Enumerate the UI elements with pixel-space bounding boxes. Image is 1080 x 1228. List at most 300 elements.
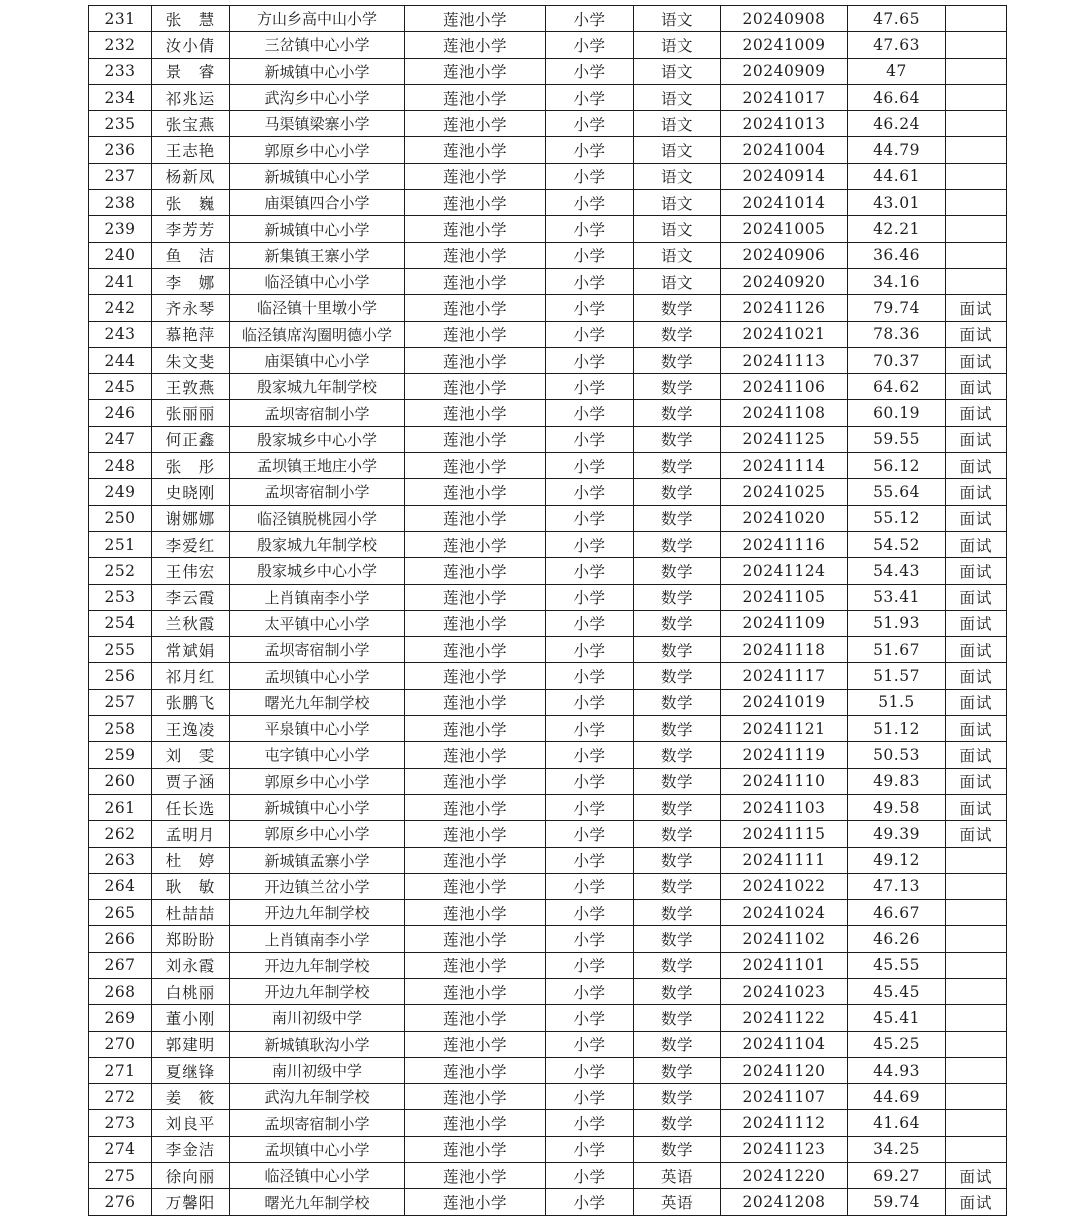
seq-cell: 276: [89, 1189, 152, 1215]
note-cell: 面试: [946, 742, 1007, 768]
level-cell: 小学: [546, 531, 634, 557]
score-cell: 49.12: [848, 847, 946, 873]
score-cell: 47.63: [848, 32, 946, 58]
note-cell: 面试: [946, 1163, 1007, 1189]
seq-cell: 257: [89, 689, 152, 715]
origin-school-cell: 马渠镇梁寨小学: [230, 111, 405, 137]
level-cell: 小学: [546, 1031, 634, 1057]
score-cell: 44.79: [848, 137, 946, 163]
origin-school-cell: 庙渠镇四合小学: [230, 190, 405, 216]
note-cell: 面试: [946, 663, 1007, 689]
origin-school-cell: 上肖镇南李小学: [230, 584, 405, 610]
target-school-cell: 莲池小学: [405, 242, 546, 268]
ticket-cell: 20240909: [721, 58, 848, 84]
score-cell: 50.53: [848, 742, 946, 768]
name-cell: 李爱红: [152, 531, 230, 557]
ticket-cell: 20241009: [721, 32, 848, 58]
name-cell: 齐永琴: [152, 295, 230, 321]
name-cell: 景 睿: [152, 58, 230, 84]
seq-cell: 269: [89, 1005, 152, 1031]
name-cell: 刘 雯: [152, 742, 230, 768]
note-cell: 面试: [946, 584, 1007, 610]
target-school-cell: 莲池小学: [405, 873, 546, 899]
origin-school-cell: 上肖镇南李小学: [230, 926, 405, 952]
name-cell: 张鹏飞: [152, 689, 230, 715]
subject-cell: 数学: [634, 794, 721, 820]
level-cell: 小学: [546, 295, 634, 321]
subject-cell: 数学: [634, 400, 721, 426]
score-cell: 46.67: [848, 900, 946, 926]
seq-cell: 271: [89, 1057, 152, 1083]
ticket-cell: 20241124: [721, 558, 848, 584]
target-school-cell: 莲池小学: [405, 453, 546, 479]
score-cell: 54.52: [848, 531, 946, 557]
note-cell: 面试: [946, 689, 1007, 715]
target-school-cell: 莲池小学: [405, 505, 546, 531]
note-cell: [946, 847, 1007, 873]
name-cell: 夏继锋: [152, 1057, 230, 1083]
origin-school-cell: 曙光九年制学校: [230, 1189, 405, 1215]
subject-cell: 数学: [634, 716, 721, 742]
seq-cell: 251: [89, 531, 152, 557]
subject-cell: 数学: [634, 584, 721, 610]
name-cell: 孟明月: [152, 821, 230, 847]
origin-school-cell: 太平镇中心小学: [230, 610, 405, 636]
table-row: [89, 1084, 1007, 1110]
seq-cell: 267: [89, 952, 152, 978]
table-row: [89, 137, 1007, 163]
target-school-cell: 莲池小学: [405, 742, 546, 768]
score-cell: 55.64: [848, 479, 946, 505]
subject-cell: 数学: [634, 531, 721, 557]
score-cell: 51.57: [848, 663, 946, 689]
note-cell: [946, 242, 1007, 268]
note-cell: 面试: [946, 768, 1007, 794]
level-cell: 小学: [546, 558, 634, 584]
seq-cell: 249: [89, 479, 152, 505]
level-cell: 小学: [546, 32, 634, 58]
subject-cell: 数学: [634, 663, 721, 689]
level-cell: 小学: [546, 163, 634, 189]
target-school-cell: 莲池小学: [405, 321, 546, 347]
score-cell: 59.55: [848, 426, 946, 452]
seq-cell: 275: [89, 1163, 152, 1189]
subject-cell: 数学: [634, 321, 721, 347]
note-cell: [946, 268, 1007, 294]
seq-cell: 263: [89, 847, 152, 873]
subject-cell: 数学: [634, 900, 721, 926]
note-cell: [946, 190, 1007, 216]
table-body: [89, 6, 1007, 1216]
subject-cell: 数学: [634, 742, 721, 768]
target-school-cell: 莲池小学: [405, 32, 546, 58]
origin-school-cell: 殷家城乡中心小学: [230, 558, 405, 584]
name-cell: 何正鑫: [152, 426, 230, 452]
origin-school-cell: 南川初级中学: [230, 1057, 405, 1083]
name-cell: 杨新凤: [152, 163, 230, 189]
subject-cell: 数学: [634, 952, 721, 978]
target-school-cell: 莲池小学: [405, 610, 546, 636]
seq-cell: 266: [89, 926, 152, 952]
subject-cell: 数学: [634, 847, 721, 873]
table-row: [89, 768, 1007, 794]
name-cell: 李金洁: [152, 1136, 230, 1162]
subject-cell: 语文: [634, 163, 721, 189]
level-cell: 小学: [546, 873, 634, 899]
seq-cell: 248: [89, 453, 152, 479]
table-row: [89, 821, 1007, 847]
subject-cell: 语文: [634, 58, 721, 84]
level-cell: 小学: [546, 584, 634, 610]
note-cell: 面试: [946, 821, 1007, 847]
origin-school-cell: 孟坝寄宿制小学: [230, 400, 405, 426]
name-cell: 刘良平: [152, 1110, 230, 1136]
origin-school-cell: 临泾镇中心小学: [230, 268, 405, 294]
subject-cell: 数学: [634, 374, 721, 400]
note-cell: 面试: [946, 479, 1007, 505]
subject-cell: 数学: [634, 1110, 721, 1136]
subject-cell: 数学: [634, 505, 721, 531]
table-row: [89, 347, 1007, 373]
origin-school-cell: 开边九年制学校: [230, 952, 405, 978]
origin-school-cell: 临泾镇席沟圈明德小学: [230, 321, 405, 347]
level-cell: 小学: [546, 1136, 634, 1162]
results-table: [88, 5, 1007, 1216]
name-cell: 郭建明: [152, 1031, 230, 1057]
score-cell: 49.83: [848, 768, 946, 794]
ticket-cell: 20240920: [721, 268, 848, 294]
seq-cell: 264: [89, 873, 152, 899]
target-school-cell: 莲池小学: [405, 558, 546, 584]
level-cell: 小学: [546, 742, 634, 768]
level-cell: 小学: [546, 400, 634, 426]
name-cell: 史晓刚: [152, 479, 230, 505]
target-school-cell: 莲池小学: [405, 374, 546, 400]
ticket-cell: 20241017: [721, 84, 848, 110]
level-cell: 小学: [546, 663, 634, 689]
name-cell: 张丽丽: [152, 400, 230, 426]
ticket-cell: 20241125: [721, 426, 848, 452]
target-school-cell: 莲池小学: [405, 347, 546, 373]
table-row: [89, 426, 1007, 452]
table-row: [89, 321, 1007, 347]
score-cell: 45.41: [848, 1005, 946, 1031]
ticket-cell: 20241120: [721, 1057, 848, 1083]
table-row: [89, 374, 1007, 400]
table-row: [89, 1136, 1007, 1162]
score-cell: 44.61: [848, 163, 946, 189]
origin-school-cell: 开边镇兰岔小学: [230, 873, 405, 899]
score-cell: 47.13: [848, 873, 946, 899]
table-row: [89, 689, 1007, 715]
origin-school-cell: 临泾镇十里墩小学: [230, 295, 405, 321]
ticket-cell: 20241005: [721, 216, 848, 242]
level-cell: 小学: [546, 268, 634, 294]
seq-cell: 243: [89, 321, 152, 347]
origin-school-cell: 临泾镇脱桃园小学: [230, 505, 405, 531]
table-row: [89, 1163, 1007, 1189]
name-cell: 李芳芳: [152, 216, 230, 242]
subject-cell: 语文: [634, 32, 721, 58]
origin-school-cell: 武沟九年制学校: [230, 1084, 405, 1110]
level-cell: 小学: [546, 190, 634, 216]
note-cell: [946, 952, 1007, 978]
ticket-cell: 20241107: [721, 1084, 848, 1110]
level-cell: 小学: [546, 978, 634, 1004]
score-cell: 69.27: [848, 1163, 946, 1189]
ticket-cell: 20241019: [721, 689, 848, 715]
subject-cell: 数学: [634, 1057, 721, 1083]
name-cell: 鱼 洁: [152, 242, 230, 268]
name-cell: 张宝燕: [152, 111, 230, 137]
note-cell: [946, 926, 1007, 952]
origin-school-cell: 开边九年制学校: [230, 978, 405, 1004]
score-cell: 79.74: [848, 295, 946, 321]
origin-school-cell: 方山乡高中山小学: [230, 6, 405, 32]
subject-cell: 数学: [634, 689, 721, 715]
subject-cell: 数学: [634, 1136, 721, 1162]
subject-cell: 数学: [634, 295, 721, 321]
seq-cell: 268: [89, 978, 152, 1004]
score-cell: 45.55: [848, 952, 946, 978]
subject-cell: 数学: [634, 610, 721, 636]
note-cell: [946, 137, 1007, 163]
subject-cell: 数学: [634, 1005, 721, 1031]
level-cell: 小学: [546, 768, 634, 794]
seq-cell: 254: [89, 610, 152, 636]
name-cell: 张 巍: [152, 190, 230, 216]
name-cell: 祁兆运: [152, 84, 230, 110]
seq-cell: 258: [89, 716, 152, 742]
origin-school-cell: 郭原乡中心小学: [230, 821, 405, 847]
name-cell: 徐向丽: [152, 1163, 230, 1189]
name-cell: 董小刚: [152, 1005, 230, 1031]
score-cell: 34.16: [848, 268, 946, 294]
name-cell: 张 慧: [152, 6, 230, 32]
table-row: [89, 32, 1007, 58]
target-school-cell: 莲池小学: [405, 137, 546, 163]
target-school-cell: 莲池小学: [405, 295, 546, 321]
ticket-cell: 20241117: [721, 663, 848, 689]
name-cell: 王志艳: [152, 137, 230, 163]
ticket-cell: 20241121: [721, 716, 848, 742]
name-cell: 杜 婷: [152, 847, 230, 873]
ticket-cell: 20241020: [721, 505, 848, 531]
table-row: [89, 873, 1007, 899]
subject-cell: 语文: [634, 216, 721, 242]
table-row: [89, 610, 1007, 636]
score-cell: 36.46: [848, 242, 946, 268]
origin-school-cell: 新城镇中心小学: [230, 794, 405, 820]
ticket-cell: 20240914: [721, 163, 848, 189]
name-cell: 张 彤: [152, 453, 230, 479]
target-school-cell: 莲池小学: [405, 900, 546, 926]
table-row: [89, 58, 1007, 84]
note-cell: 面试: [946, 505, 1007, 531]
name-cell: 兰秋霞: [152, 610, 230, 636]
seq-cell: 252: [89, 558, 152, 584]
subject-cell: 语文: [634, 190, 721, 216]
target-school-cell: 莲池小学: [405, 926, 546, 952]
origin-school-cell: 南川初级中学: [230, 1005, 405, 1031]
name-cell: 白桃丽: [152, 978, 230, 1004]
origin-school-cell: 三岔镇中心小学: [230, 32, 405, 58]
origin-school-cell: 平泉镇中心小学: [230, 716, 405, 742]
target-school-cell: 莲池小学: [405, 111, 546, 137]
level-cell: 小学: [546, 84, 634, 110]
table-row: [89, 794, 1007, 820]
level-cell: 小学: [546, 321, 634, 347]
seq-cell: 260: [89, 768, 152, 794]
seq-cell: 256: [89, 663, 152, 689]
ticket-cell: 20241114: [721, 453, 848, 479]
score-cell: 64.62: [848, 374, 946, 400]
score-cell: 46.64: [848, 84, 946, 110]
table-row: [89, 847, 1007, 873]
target-school-cell: 莲池小学: [405, 268, 546, 294]
origin-school-cell: 新城镇中心小学: [230, 216, 405, 242]
note-cell: [946, 1057, 1007, 1083]
level-cell: 小学: [546, 58, 634, 84]
table-row: [89, 216, 1007, 242]
name-cell: 李 娜: [152, 268, 230, 294]
score-cell: 49.39: [848, 821, 946, 847]
score-cell: 59.74: [848, 1189, 946, 1215]
note-cell: [946, 32, 1007, 58]
target-school-cell: 莲池小学: [405, 84, 546, 110]
ticket-cell: 20241115: [721, 821, 848, 847]
subject-cell: 数学: [634, 479, 721, 505]
target-school-cell: 莲池小学: [405, 1005, 546, 1031]
ticket-cell: 20241108: [721, 400, 848, 426]
name-cell: 王敦燕: [152, 374, 230, 400]
target-school-cell: 莲池小学: [405, 479, 546, 505]
seq-cell: 241: [89, 268, 152, 294]
level-cell: 小学: [546, 453, 634, 479]
origin-school-cell: 新集镇王寨小学: [230, 242, 405, 268]
ticket-cell: 20240908: [721, 6, 848, 32]
origin-school-cell: 新城镇孟寨小学: [230, 847, 405, 873]
name-cell: 郑盼盼: [152, 926, 230, 952]
target-school-cell: 莲池小学: [405, 190, 546, 216]
subject-cell: 数学: [634, 453, 721, 479]
target-school-cell: 莲池小学: [405, 216, 546, 242]
name-cell: 刘永霞: [152, 952, 230, 978]
subject-cell: 语文: [634, 242, 721, 268]
target-school-cell: 莲池小学: [405, 847, 546, 873]
ticket-cell: 20241220: [721, 1163, 848, 1189]
target-school-cell: 莲池小学: [405, 1031, 546, 1057]
note-cell: [946, 1084, 1007, 1110]
note-cell: 面试: [946, 558, 1007, 584]
note-cell: [946, 1110, 1007, 1136]
seq-cell: 238: [89, 190, 152, 216]
seq-cell: 244: [89, 347, 152, 373]
seq-cell: 232: [89, 32, 152, 58]
origin-school-cell: 殷家城乡中心小学: [230, 426, 405, 452]
table-row: [89, 190, 1007, 216]
seq-cell: 239: [89, 216, 152, 242]
target-school-cell: 莲池小学: [405, 768, 546, 794]
note-cell: 面试: [946, 531, 1007, 557]
table-row: [89, 926, 1007, 952]
table-row: [89, 163, 1007, 189]
subject-cell: 数学: [634, 926, 721, 952]
note-cell: 面试: [946, 295, 1007, 321]
score-cell: 45.45: [848, 978, 946, 1004]
level-cell: 小学: [546, 1084, 634, 1110]
level-cell: 小学: [546, 426, 634, 452]
subject-cell: 语文: [634, 111, 721, 137]
ticket-cell: 20241013: [721, 111, 848, 137]
subject-cell: 语文: [634, 6, 721, 32]
ticket-cell: 20241110: [721, 768, 848, 794]
ticket-cell: 20241123: [721, 1136, 848, 1162]
target-school-cell: 莲池小学: [405, 978, 546, 1004]
seq-cell: 259: [89, 742, 152, 768]
seq-cell: 233: [89, 58, 152, 84]
table-row: [89, 84, 1007, 110]
score-cell: 41.64: [848, 1110, 946, 1136]
ticket-cell: 20241105: [721, 584, 848, 610]
score-cell: 51.67: [848, 637, 946, 663]
note-cell: [946, 216, 1007, 242]
level-cell: 小学: [546, 847, 634, 873]
level-cell: 小学: [546, 900, 634, 926]
score-cell: 42.21: [848, 216, 946, 242]
origin-school-cell: 殷家城九年制学校: [230, 374, 405, 400]
target-school-cell: 莲池小学: [405, 584, 546, 610]
seq-cell: 240: [89, 242, 152, 268]
origin-school-cell: 孟坝寄宿制小学: [230, 479, 405, 505]
note-cell: 面试: [946, 794, 1007, 820]
name-cell: 李云霞: [152, 584, 230, 610]
seq-cell: 272: [89, 1084, 152, 1110]
note-cell: [946, 1031, 1007, 1057]
note-cell: 面试: [946, 347, 1007, 373]
seq-cell: 250: [89, 505, 152, 531]
seq-cell: 261: [89, 794, 152, 820]
target-school-cell: 莲池小学: [405, 58, 546, 84]
table-row: [89, 479, 1007, 505]
target-school-cell: 莲池小学: [405, 1110, 546, 1136]
level-cell: 小学: [546, 637, 634, 663]
table-row: [89, 1057, 1007, 1083]
target-school-cell: 莲池小学: [405, 426, 546, 452]
level-cell: 小学: [546, 610, 634, 636]
table-row: [89, 505, 1007, 531]
subject-cell: 数学: [634, 426, 721, 452]
note-cell: 面试: [946, 637, 1007, 663]
level-cell: 小学: [546, 1110, 634, 1136]
subject-cell: 语文: [634, 137, 721, 163]
table-row: [89, 1031, 1007, 1057]
level-cell: 小学: [546, 6, 634, 32]
score-cell: 70.37: [848, 347, 946, 373]
target-school-cell: 莲池小学: [405, 794, 546, 820]
name-cell: 谢娜娜: [152, 505, 230, 531]
note-cell: [946, 873, 1007, 899]
score-cell: 55.12: [848, 505, 946, 531]
ticket-cell: 20241208: [721, 1189, 848, 1215]
subject-cell: 语文: [634, 268, 721, 294]
note-cell: [946, 111, 1007, 137]
level-cell: 小学: [546, 1163, 634, 1189]
score-cell: 54.43: [848, 558, 946, 584]
level-cell: 小学: [546, 242, 634, 268]
seq-cell: 265: [89, 900, 152, 926]
seq-cell: 274: [89, 1136, 152, 1162]
